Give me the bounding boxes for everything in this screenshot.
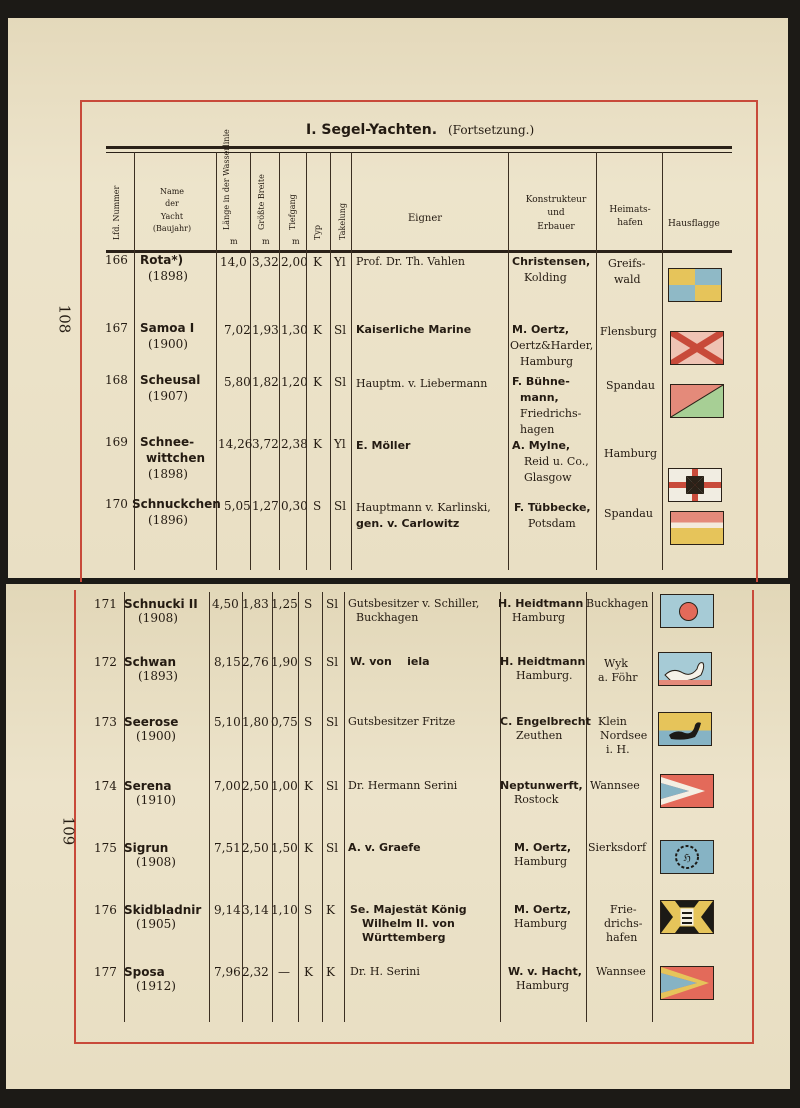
breadth: 3,32 <box>252 255 279 269</box>
owner: Gutsbesitzer Fritze <box>348 715 456 728</box>
row-number: 169 <box>105 435 128 449</box>
draft: 1,30 <box>281 323 308 337</box>
col-line <box>508 152 509 570</box>
breadth: 1,82 <box>252 375 279 389</box>
yacht-name: Schnuckchen <box>132 497 221 511</box>
builder-l2: Zeuthen <box>516 729 563 742</box>
wreath-flag-icon <box>660 840 714 874</box>
length: 14,0 <box>220 255 247 269</box>
col-head-builder-l1: Konstrukteur <box>525 195 587 205</box>
swan-flag-svg <box>659 653 711 685</box>
red-yellow-bands-flag-icon <box>670 511 724 545</box>
owner: Dr. H. Serini <box>350 965 420 978</box>
draft: 2,00 <box>281 255 308 269</box>
home-port-l1: Buckhagen <box>586 597 649 610</box>
type: K <box>313 437 322 451</box>
v-chevron-flag-icon <box>660 966 714 1000</box>
yacht-name: Schnee- <box>140 435 195 449</box>
black-swan-flag-svg <box>659 713 711 745</box>
draft: — <box>278 965 290 979</box>
col-line <box>586 592 587 1022</box>
owner: Kaiserliche Marine <box>356 323 472 336</box>
owner: Hauptm. v. Liebermann <box>356 377 488 390</box>
builder-l1: M. Oertz, <box>512 323 570 336</box>
page-number-top: 108 <box>55 304 74 334</box>
red-chevron-flag-svg <box>661 775 713 807</box>
breadth: 1,27 <box>252 499 279 513</box>
rig: Yl <box>334 255 346 269</box>
draft: 0,75 <box>271 715 298 729</box>
col-line <box>662 152 663 570</box>
draft: 1,50 <box>271 841 298 855</box>
rig: Sl <box>326 841 339 855</box>
type: S <box>304 715 313 729</box>
builder-l2: Reid u. Co., <box>524 455 589 468</box>
length: 5,80 <box>224 375 251 389</box>
length: 5,05 <box>224 499 251 513</box>
row-number: 176 <box>94 903 117 917</box>
row-number: 175 <box>94 841 117 855</box>
builder-l2: Hamburg. <box>516 669 573 682</box>
home-port-l1: Spandau <box>606 379 655 392</box>
col-line <box>322 592 323 1022</box>
quartered-yellow-blue-flag-icon <box>668 268 722 302</box>
breadth: 1,93 <box>252 323 279 337</box>
rig: K <box>326 965 335 979</box>
breadth: 2,50 <box>242 841 269 855</box>
header-rule-top-2 <box>106 152 732 153</box>
col-head-builder-l3: Erbauer <box>537 221 575 232</box>
yacht-name: Sigrun <box>124 841 169 855</box>
col-head-builder <box>516 196 596 232</box>
col-head-name <box>140 188 204 234</box>
maltese-cross-flag-icon <box>668 468 722 502</box>
home-port-l1: Wyk <box>604 657 628 670</box>
builder-l3: Glasgow <box>524 471 572 484</box>
build-year: (1898) <box>148 269 188 283</box>
build-year: (1905) <box>136 917 176 931</box>
build-year: (1898) <box>148 467 188 481</box>
home-port-l1: Wannsee <box>590 779 640 792</box>
owner-l2: gen. v. Carlowitz <box>356 517 460 530</box>
owner: Dr. Hermann Serini <box>348 779 458 792</box>
rig: K <box>326 903 335 917</box>
col-head-nr: Lfd. Nummer <box>112 185 121 240</box>
build-year: (1900) <box>148 337 188 351</box>
wuerttemberg-arms-flag-icon <box>660 900 714 934</box>
owner-l1: Hauptmann v. Karlinski, <box>356 501 491 514</box>
rig: Sl <box>326 597 339 611</box>
builder-l2: Kolding <box>524 271 567 284</box>
draft: 1,90 <box>271 655 298 669</box>
yacht-name: Scheusal <box>140 373 201 387</box>
wuerttemberg-arms-flag-svg <box>661 901 713 933</box>
builder-l2: Hamburg <box>512 611 566 624</box>
build-year: (1908) <box>138 611 178 625</box>
home-port-l3: hafen <box>606 931 638 944</box>
owner: W. von iela <box>350 655 430 668</box>
red-saltire-flag-icon <box>670 331 724 365</box>
breadth: 3,14 <box>242 903 269 917</box>
yacht-name: Samoa I <box>140 321 195 335</box>
home-port-l1: Flensburg <box>600 325 657 338</box>
col-head-draft: Tiefgang <box>288 194 297 230</box>
bottom-page <box>6 584 790 1089</box>
builder-l1: Neptunwerft, <box>500 779 583 792</box>
owner-l1: Se. Majestät König <box>350 903 467 916</box>
type: S <box>304 903 313 917</box>
col-head-flag: Hausflagge <box>668 219 720 229</box>
diagonal-red-green-flag-svg <box>671 385 723 417</box>
col-head-builder-l2: und <box>547 208 565 219</box>
col-line <box>209 592 210 1022</box>
maltese-cross-flag-svg <box>669 469 721 501</box>
builder-l2: Hamburg <box>514 855 568 868</box>
col-line <box>351 152 352 570</box>
draft: 1,20 <box>281 375 308 389</box>
col-head-home <box>602 206 658 229</box>
yacht-name: Rota*) <box>140 253 184 267</box>
col-head-home-l1: Heimats- <box>609 205 651 215</box>
home-port-l1: Hamburg <box>604 447 658 460</box>
owner-l1: Gutsbesitzer v. Schiller, <box>348 597 480 610</box>
breadth: 1,80 <box>242 715 269 729</box>
yacht-name: Schwan <box>124 655 177 669</box>
build-year: (1912) <box>136 979 176 993</box>
header-rule-top <box>106 146 732 149</box>
yacht-name: Schnucki II <box>124 597 198 611</box>
yacht-name: Sposa <box>124 965 165 979</box>
breadth: 2,32 <box>242 965 269 979</box>
builder-l1: H. Heidtmann <box>500 655 586 668</box>
builder-l2: Hamburg <box>516 979 570 992</box>
col-line <box>596 152 597 570</box>
col-head-type: Typ <box>313 225 322 240</box>
length: 7,00 <box>214 779 241 793</box>
col-line <box>279 152 280 570</box>
builder-l2: mann, <box>520 391 559 404</box>
rig: Sl <box>334 499 347 513</box>
builder-l1: M. Oertz, <box>514 841 572 854</box>
col-head-breadth: Größte Breite <box>257 174 266 230</box>
col-line <box>344 592 345 1022</box>
title-main: I. Segel-Yachten. <box>306 122 438 138</box>
col-head-rig: Takelung <box>338 202 347 240</box>
owner: Prof. Dr. Th. Vahlen <box>356 255 465 268</box>
build-year: (1893) <box>138 669 178 683</box>
builder-l1: F. Tübbecke, <box>514 501 591 514</box>
builder-l2: Hamburg <box>514 917 568 930</box>
row-number: 166 <box>105 253 128 267</box>
draft: 2,38 <box>281 437 308 451</box>
build-year: (1900) <box>136 729 176 743</box>
length: 8,15 <box>214 655 241 669</box>
builder-l1: Christensen, <box>512 255 591 268</box>
length: 7,02 <box>224 323 251 337</box>
length: 14,26 <box>218 437 253 451</box>
length: 4,50 <box>212 597 239 611</box>
row-number: 170 <box>105 497 128 511</box>
type: S <box>304 655 313 669</box>
draft: 1,25 <box>271 597 298 611</box>
builder-l1: A. Mylne, <box>512 439 571 452</box>
col-head-home-l2: hafen <box>617 218 643 229</box>
home-port-l2: a. Föhr <box>598 671 638 684</box>
red-disc-flag-icon <box>660 594 714 628</box>
red-saltire-flag-svg <box>671 332 723 364</box>
row-number: 172 <box>94 655 117 669</box>
rig: Sl <box>334 323 347 337</box>
v-chevron-flag-svg <box>661 967 713 999</box>
builder-l1: W. v. Hacht, <box>508 965 582 978</box>
unit-m-1: m <box>230 237 238 246</box>
top-page <box>8 18 788 578</box>
length: 7,96 <box>214 965 241 979</box>
header-rule-bottom <box>106 250 732 253</box>
build-year: (1910) <box>136 793 176 807</box>
wreath-flag-svg <box>661 841 713 873</box>
col-head-name-l2: der <box>165 199 179 209</box>
home-port-l1: Klein <box>598 715 627 728</box>
col-head-name-l3: Yacht <box>160 211 184 221</box>
home-port-l1: Sierksdorf <box>588 841 647 854</box>
rig: Sl <box>326 715 339 729</box>
rig: Sl <box>334 375 347 389</box>
home-port-l2: wald <box>614 273 641 286</box>
row-number: 173 <box>94 715 117 729</box>
yacht-name: Serena <box>124 779 172 793</box>
rig: Yl <box>334 437 346 451</box>
yacht-name: Seerose <box>124 715 179 729</box>
build-year: (1896) <box>148 513 188 527</box>
type: S <box>304 597 313 611</box>
col-line <box>298 592 299 1022</box>
home-port-l1: Greifs- <box>608 257 646 270</box>
owner-l2: Buckhagen <box>356 611 419 624</box>
length: 7,51 <box>214 841 241 855</box>
row-number: 168 <box>105 373 128 387</box>
owner: A. v. Graefe <box>348 841 421 854</box>
black-swan-flag-icon <box>658 712 712 746</box>
type: K <box>313 375 322 389</box>
draft: 0,30 <box>281 499 308 513</box>
svg-text:ℌ: ℌ <box>683 853 691 864</box>
page-number-bottom: 109 <box>59 816 78 846</box>
breadth: 3,72 <box>252 437 279 451</box>
builder-l1: H. Heidtmann <box>498 597 584 610</box>
type: K <box>313 323 322 337</box>
builder-l3: Hamburg <box>520 355 574 368</box>
breadth: 1,83 <box>242 597 269 611</box>
rig: Sl <box>326 655 339 669</box>
builder-l1: M. Oertz, <box>514 903 572 916</box>
owner: E. Möller <box>356 439 411 452</box>
owner-l3: Württemberg <box>362 931 446 944</box>
draft: 1,10 <box>271 903 298 917</box>
type: K <box>304 841 313 855</box>
yacht-name-l2: wittchen <box>146 451 206 465</box>
home-port-l1: Spandau <box>604 507 653 520</box>
build-year: (1907) <box>148 389 188 403</box>
row-number: 171 <box>94 597 117 611</box>
row-number: 167 <box>105 321 128 335</box>
type: S <box>313 499 322 513</box>
unit-m-3: m <box>292 237 300 246</box>
page-title <box>306 122 534 138</box>
breadth: 2,76 <box>242 655 269 669</box>
title-continued: (Fortsetzung.) <box>447 123 535 137</box>
home-port-l1: Frie- <box>610 903 637 916</box>
diagonal-red-green-flag-icon <box>670 384 724 418</box>
builder-l2: Potsdam <box>528 517 576 530</box>
col-head-length: Länge in der Wasserlinie <box>222 129 231 230</box>
builder-l1: C. Engelbrecht <box>500 715 591 728</box>
draft: 1,00 <box>271 779 298 793</box>
row-number: 177 <box>94 965 117 979</box>
type: K <box>304 965 313 979</box>
type: K <box>304 779 313 793</box>
home-port-l2: drichs- <box>604 917 643 930</box>
yacht-name: Skidbladnir <box>124 903 202 917</box>
row-number: 174 <box>94 779 117 793</box>
rig: Sl <box>326 779 339 793</box>
length: 9,14 <box>214 903 241 917</box>
home-port-l1: Wannsee <box>596 965 646 978</box>
builder-l2: Oertz&Harder, <box>510 339 594 352</box>
col-line <box>652 592 653 1022</box>
col-line <box>330 152 331 570</box>
col-head-name-l4: (Baujahr) <box>152 224 192 234</box>
build-year: (1908) <box>136 855 176 869</box>
swan-flag-icon <box>658 652 712 686</box>
builder-l3: Friedrichs- <box>520 407 582 420</box>
type: K <box>313 255 322 269</box>
length: 5,10 <box>214 715 241 729</box>
builder-l1: F. Bühne- <box>512 375 570 388</box>
unit-m-2: m <box>262 237 270 246</box>
red-chevron-flag-icon <box>660 774 714 808</box>
breadth: 2,50 <box>242 779 269 793</box>
owner-l2: Wilhelm II. von <box>362 917 455 930</box>
builder-l2: Rostock <box>514 793 559 806</box>
home-port-l2: Nordsee <box>600 729 648 742</box>
col-head-name-l1: Name <box>159 187 185 196</box>
home-port-l3: i. H. <box>606 743 630 756</box>
builder-l4: hagen <box>520 423 555 436</box>
col-head-owner: Eigner <box>408 213 443 224</box>
